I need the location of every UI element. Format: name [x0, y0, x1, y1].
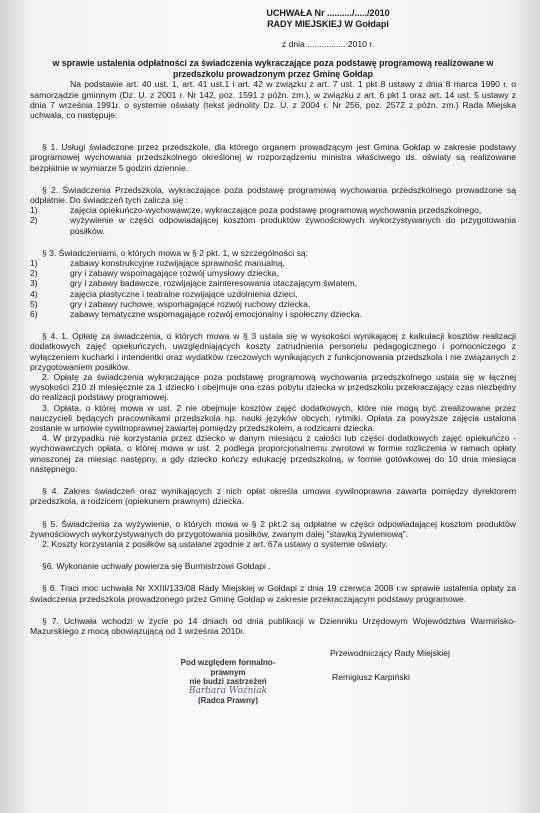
list-item-text: zajęcia opiekuńczo-wychowawcze, wykraczające poza podstawę programową wychowania przedszkolnego, — [70, 205, 482, 216]
section-6-repeal: § 6. Traci moc uchwała Nr XXIII/133/08 Rady Miejskiej w Gołdapi z dnia 19 czerwca 2008 r.w sprawie ustalenia opłaty za świadczenia przedszkola prowadzonego przez Gminę Gołdap w zakresie przekraczającym podstawy programowe. — [30, 583, 516, 604]
stamp-role: (Radca Prawny) — [197, 696, 259, 706]
list-item — [30, 205, 516, 215]
list-item-text: wyżywienie w części odpowiadającej kosztom produktów żywnościowych wykorzystywanych do przygotowania posiłków. — [70, 215, 516, 236]
section-4-agreement: § 4. Zakres świadczeń oraz wynikających z nich opłat określa umowa cywilnoprawna zawarta pomiędzy dyrektorem przedszkola, a rodzicem (opiekunem prawnym) dziecka. — [30, 486, 516, 507]
section-3-list — [30, 258, 516, 319]
section-4-paragraph-1: § 4. 1. Opłatę za świadczenia, o których mowa w § 3 ustala się w wysokości wynikającej z kalkulacji kosztów realizacji dodatkowych zajęć opiekuńczych, uwzględniających koszty zatrudnienia personelu pedagogicznego i pomocniczego z wyłączeniem kucharki i intendentki oraz wydatków rzeczowych wynikających z funkcjonowania przedszkola i nie związanych z przygotowaniem posiłków. — [30, 331, 516, 372]
section-2-text: § 2. Świadczenia Przedszkola, wykraczające poza podstawę programową wychowania przedszkolnego prowadzone są odpłatnie. Do świadczeń tych zalicza się : — [30, 184, 516, 206]
subject-line-1: w sprawie ustalenia odpłatności za świadczenia wykraczające poza podstawę programową realizowane w — [52, 58, 494, 69]
subject-line-2: przedszkolu prowadzonym przez Gminę Gołdap — [173, 68, 373, 79]
stamp-line-2: nie budzi zastrzeżeń — [189, 677, 267, 687]
list-item — [30, 268, 516, 278]
section-4-paragraph-3: 3. Opłata, o której mowa w ust. 2 nie obejmuje kosztów zajęć dodatkowych, które nie mogą być zrealizowane przez nauczycieli będących pracownikami przedszkola np. nauki języków obcych, rytmiki. Opłata za powyższe zajęcia ustalona zostanie w umowie cywilnoprawnej zawartej pomiędzy przedszkolem, a rodzicami dziecka. — [30, 402, 516, 434]
chairman-title: Przewodniczący Rady Miejskiej — [330, 648, 450, 659]
chairman-block — [330, 648, 450, 682]
section-1: § 1. Usługi świadczone przez przedszkole, dla którego organem prowadzącym jest Gmina Gołdap w zakresie podstawy programowej wychowania przedszkolnego określonej w rozporządzeniu ministra właściwego ds. oświaty są realizowane bezpłatnie w wymiarze 5 godzin dziennie. — [30, 142, 516, 173]
handwritten-signature: Barbara Woźniak — [188, 685, 268, 696]
list-item-text: gry i zabawy badawcze, rozwijające zainteresowania otaczającym światem, — [70, 278, 358, 289]
section-5-paragraph-1: § 5. Świadczenia za wyżywienie, o których mowa w § 2 pkt.2 są odpłatne w części odpowiadającej kosztom produktów żywnościowych wykorzystywanych do przygotowania posiłków, zwanym dalej "stawką żywieniową". — [30, 518, 516, 539]
section-5 — [30, 519, 516, 550]
list-item — [30, 289, 516, 299]
list-item-text: zabawy konstrukcyjne rozwijające sprawność manualną, — [70, 258, 285, 269]
list-item — [30, 299, 516, 309]
council-name: RADY MIEJSKIEJ W Gołdapi — [267, 19, 389, 29]
legal-approval-stamp — [168, 658, 288, 706]
resolution-header — [140, 8, 516, 30]
chairman-name: Remigiusz Karpiński — [332, 672, 410, 683]
section-6-execution: §6. Wykonanie uchwały powierza się Burmistrzowi Gołdapi . — [42, 561, 271, 572]
section-7: § 7. Uchwała wchodzi w życie po 14 dniach od dnia publikacji w Dzienniku Urzędowym Województwa Warmińsko-Mazurskiego z mocą obowiązującą od 1 września 2010r. — [30, 615, 516, 636]
signature-area — [30, 648, 516, 718]
list-item-number: 1) — [30, 205, 38, 216]
list-item — [30, 278, 516, 288]
list-item-number: 1) — [30, 258, 38, 269]
resolution-number: UCHWAŁA Nr ........../...../2010 — [266, 8, 390, 18]
list-item-text: gry i zabawy wspomagające rozwój umysłowy dziecka, — [70, 268, 279, 279]
list-item — [30, 309, 516, 319]
section-4-paragraph-2: 2. Opłatę za świadczenia wykraczające poza podstawę programową wychowania przedszkolnego ustala się w łącznej wysokości 210 zł miesięcznie za 1 dziecko i obejmuje ona czas pobytu dziecka w przedszkolu przekraczający czas niezbędny do realizacji podstawy programowej. — [30, 372, 516, 403]
section-2 — [30, 185, 516, 236]
list-item — [30, 258, 516, 268]
legal-basis: Na podstawie art. 40 ust. 1, art. 41 ust.1 i art. 42 w związku z art. 7 ust. 1 pkt 8 ustawy z dnia 8 marca 1990 r. o samorządzie gminnym (Dz. U. z 2001 r. Nr 142, poz. 1591 z późn. zm.), w związku z art. 6 pkt 1 oraz art. 14 ust. 5 ustawy z dnia 7 września 1991r. o systemie oświaty (tekst jednolity Dz. U. z 2004 r. Nr 256, poz. 2572 z późn. zm.) Rada Miejska uchwala, co następuje: — [30, 79, 516, 120]
list-item-number: 2) — [30, 268, 38, 279]
section-5-paragraph-2: 2. Koszty korzystania z posiłków są ustalane zgodnie z art. 67a ustawy o systemie oświaty. — [42, 538, 388, 549]
list-item-text: zabawy tematyczne wspomagające rozwój emocjonalny i społeczny dziecka. — [70, 309, 362, 320]
list-item-number: 2) — [30, 215, 38, 226]
resolution-date: z dnia ................ 2010 r. — [281, 39, 375, 49]
list-item — [30, 215, 516, 235]
section-3-text: § 3. Świadczeniami, o których mowa w § 2 pkt. 1, w szczególności są: — [42, 247, 309, 258]
list-item-number: 5) — [30, 298, 38, 309]
resolution-subject — [30, 58, 516, 79]
section-4 — [30, 331, 516, 474]
list-item-number: 4) — [30, 288, 38, 299]
stamp-line-1: Pod względem formalno-prawnym — [180, 658, 276, 677]
list-item-number: 6) — [30, 309, 38, 320]
section-4-paragraph-4: 4. W przypadku nie korzystania przez dziecko w danym miesiącu z całości lub części dodatkowych zajęć opiekuńczo - wychowawczych opłata, o której mowa w ust. 2 podlega proporcjonalnemu zwrotowi w formie rozliczenia w ramach opłaty wnoszonej za miesiąc następny, a gdy dziecko kończy edukację przedszkolną, w formie gotówkowej do 10 dnia miesiąca następnego. — [30, 433, 516, 474]
list-item-text: gry i zabawy ruchowe, wspomagające rozwój ruchowy dziecka, — [70, 298, 311, 309]
section-2-list — [30, 205, 516, 236]
list-item-text: zajęcia plastyczne i teatralne rozwijające uzdolnienia dzieci, — [70, 288, 298, 299]
section-3 — [30, 248, 516, 319]
list-item-number: 3) — [30, 278, 38, 289]
